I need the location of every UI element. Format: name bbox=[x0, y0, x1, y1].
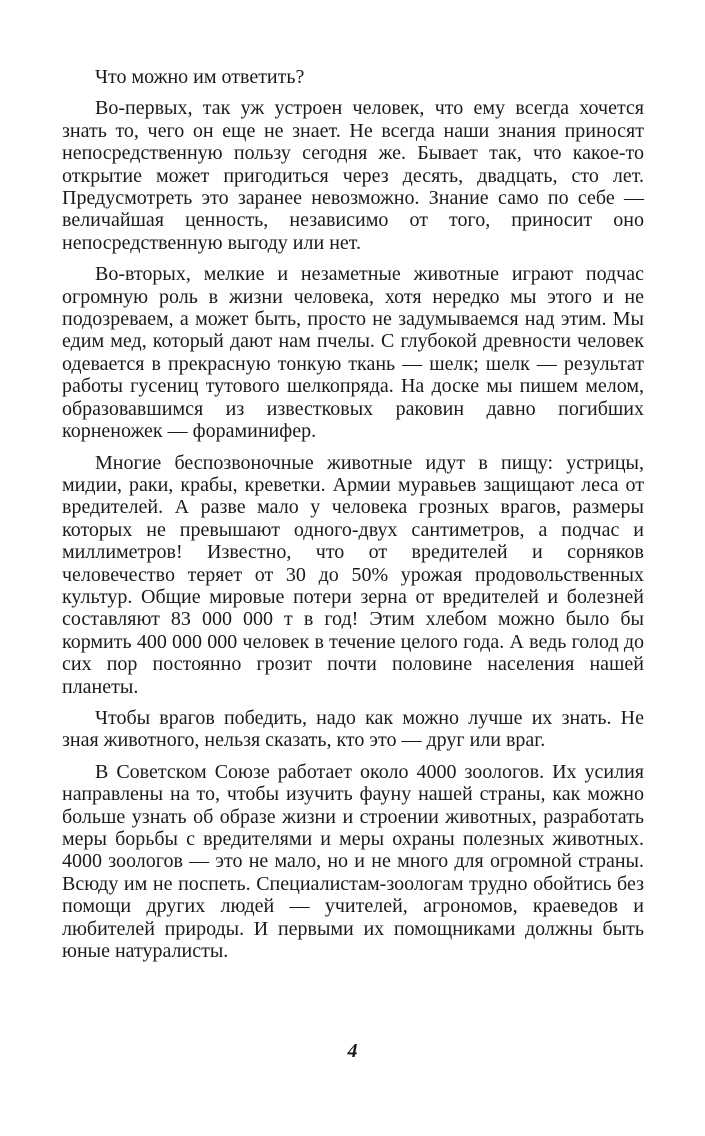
paragraph-first-reason: Во-первых, так уж устроен человек, что ему всегда хочется знать то, чего он еще не знает. Не всегда наши знания приносят непосредственную пользу сегодня же. Бывает так, что какое-то открытие может пригодиться через десять, двадцать, сто лет. Предусмотреть это заранее невозможно. Знание само по себе — величайшая ценность, независимо от того, приносит оно непосредственную выгоду или нет. bbox=[62, 97, 644, 254]
paragraph-invertebrates-food: Многие беспозвоночные животные идут в пищу: устрицы, мидии, раки, крабы, креветки. Армии муравьев защищают леса от вредителей. А разве мало у человека грозных врагов, размеры которых не превышают одного-двух сантиметров, а подчас и миллиметров! Известно, что от вредителей и сорняков человечество теряет от 30 до 50% урожая продовольственных культур. Общие мировые потери зерна от вредителей и болезней составляют 83 000 000 т в год! Этим хлебом можно было бы кормить 400 000 000 человек в течение целого года. А ведь голод до сих пор постоянно грозит почти половине населения нашей планеты. bbox=[62, 451, 644, 698]
paragraph-second-reason: Во-вторых, мелкие и незаметные животные играют подчас огромную роль в жизни человека, хотя нередко мы этого и не подозреваем, а может быть, просто не задумываемся над этим. Мы едим мед, который дают нам пчелы. С глубокой древности человек одевается в прекрасную тонкую ткань — шелк; шелк — результат работы гусениц тутового шелкопряда. На доске мы пишем мелом, образовавшимся из известковых раковин давно погибших корненожек — фораминифер. bbox=[62, 263, 644, 443]
page-number: 4 bbox=[347, 1040, 358, 1062]
paragraph-soviet-zoologists: В Советском Союзе работает около 4000 зоологов. Их усилия направлены на то, чтобы изучить фауну нашей страны, как можно больше узнать об образе жизни и строении животных, разработать меры борьбы с вредителями и меры охраны полезных животных. 4000 зоологов — это не мало, но и не много для огромной страны. Всюду им не поспеть. Специалистам-зоологам трудно обойтись без помощи других людей — учителей, агрономов, краеведов и любителей природы. И первыми их помощниками должны быть юные натуралисты. bbox=[62, 760, 644, 963]
page-text-block bbox=[62, 66, 644, 962]
paragraph-question: Что можно им ответить? bbox=[95, 66, 305, 88]
paragraph-know-enemies: Чтобы врагов победить, надо как можно лучше их знать. Не зная животного, нельзя сказать, кто это — друг или враг. bbox=[62, 706, 644, 752]
